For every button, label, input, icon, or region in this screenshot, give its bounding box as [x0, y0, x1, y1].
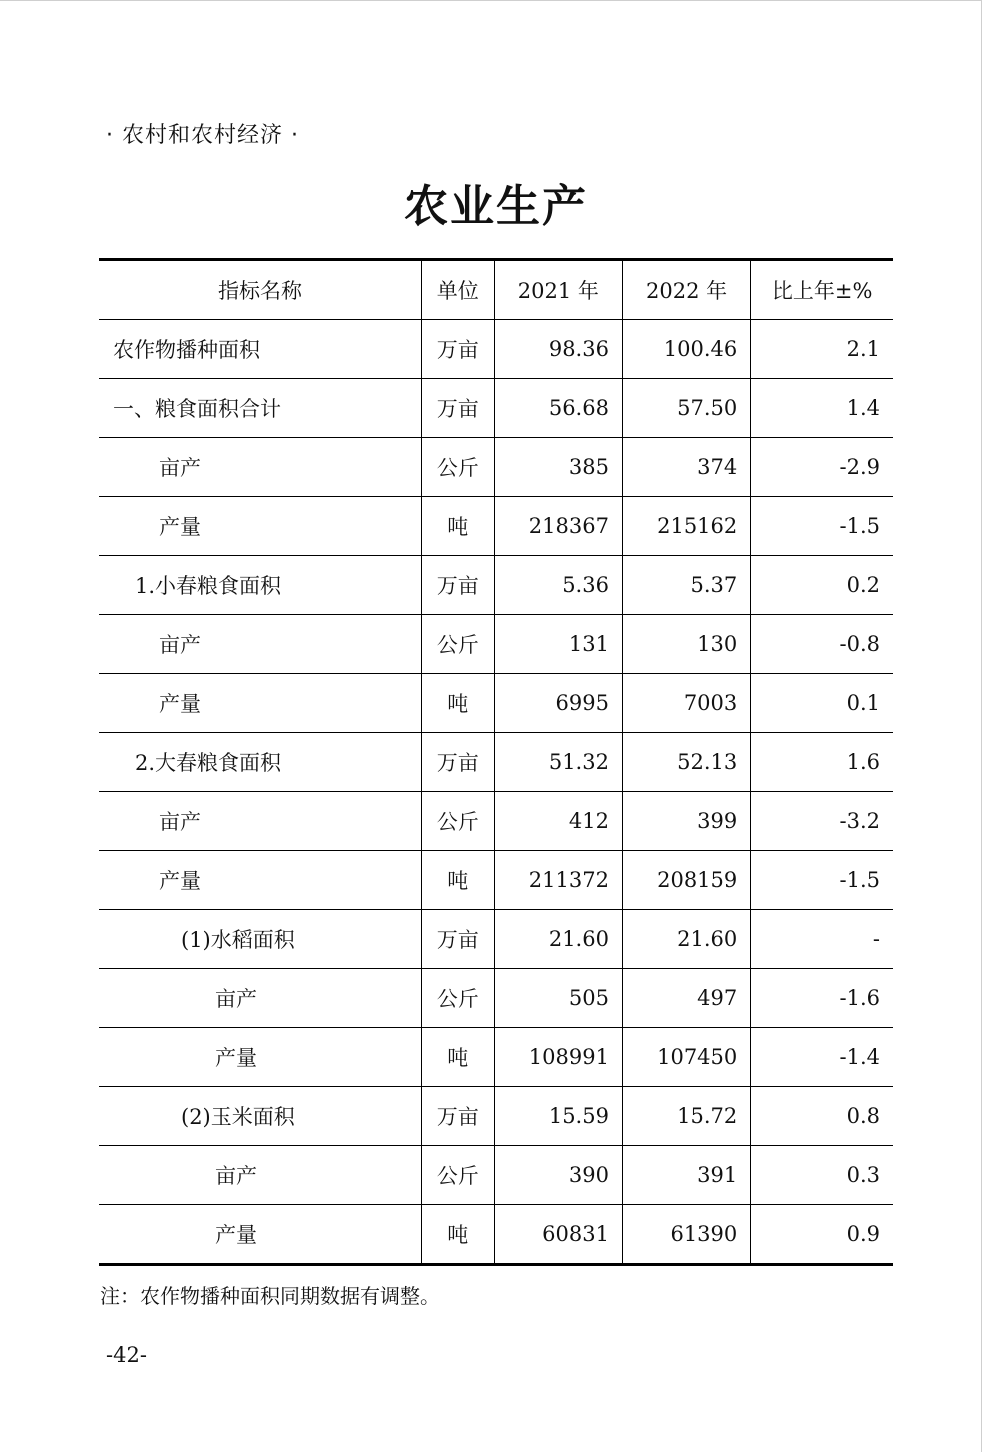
row-name: 产量 [99, 851, 421, 910]
row-name: 产量 [99, 1028, 421, 1087]
row-name: 亩产 [99, 438, 421, 497]
row-unit: 万亩 [421, 910, 494, 969]
row-value-2021: 21.60 [494, 910, 622, 969]
table-row [99, 615, 893, 674]
row-unit: 万亩 [421, 733, 494, 792]
row-value-2022: 399 [622, 792, 750, 851]
row-value-2021: 6995 [494, 674, 622, 733]
page-number: -42- [106, 1343, 147, 1367]
row-change: -1.4 [751, 1028, 893, 1087]
table-row [99, 438, 893, 497]
table-row [99, 1205, 893, 1265]
row-value-2022: 7003 [622, 674, 750, 733]
row-name: 亩产 [99, 1146, 421, 1205]
table-row [99, 851, 893, 910]
row-change: 1.6 [751, 733, 893, 792]
row-value-2021: 5.36 [494, 556, 622, 615]
row-value-2021: 98.36 [494, 320, 622, 379]
row-value-2021: 218367 [494, 497, 622, 556]
row-name: 2.大春粮食面积 [99, 733, 421, 792]
row-name: 亩产 [99, 969, 421, 1028]
row-unit: 公斤 [421, 438, 494, 497]
row-value-2022: 52.13 [622, 733, 750, 792]
header-year-2022: 2022 年 [622, 260, 750, 320]
row-unit: 公斤 [421, 1146, 494, 1205]
row-change: -2.9 [751, 438, 893, 497]
row-value-2021: 56.68 [494, 379, 622, 438]
table-row [99, 1087, 893, 1146]
row-value-2022: 5.37 [622, 556, 750, 615]
table-row [99, 379, 893, 438]
row-unit: 吨 [421, 1028, 494, 1087]
row-change: -0.8 [751, 615, 893, 674]
row-value-2021: 390 [494, 1146, 622, 1205]
row-change: 2.1 [751, 320, 893, 379]
row-name: 产量 [99, 497, 421, 556]
row-unit: 万亩 [421, 1087, 494, 1146]
row-name: (2)玉米面积 [99, 1087, 421, 1146]
row-change: 1.4 [751, 379, 893, 438]
row-name: 产量 [99, 1205, 421, 1265]
table-note: 注：农作物播种面积同期数据有调整。 [100, 1284, 440, 1308]
table-row [99, 733, 893, 792]
table-row [99, 1028, 893, 1087]
row-change: 0.9 [751, 1205, 893, 1265]
row-name: 一、粮食面积合计 [99, 379, 421, 438]
agriculture-table [99, 258, 893, 1266]
row-value-2021: 51.32 [494, 733, 622, 792]
row-unit: 吨 [421, 674, 494, 733]
table-row [99, 556, 893, 615]
row-name: 农作物播种面积 [99, 320, 421, 379]
row-value-2022: 208159 [622, 851, 750, 910]
row-value-2022: 107450 [622, 1028, 750, 1087]
row-name: (1)水稻面积 [99, 910, 421, 969]
row-value-2021: 505 [494, 969, 622, 1028]
row-unit: 万亩 [421, 320, 494, 379]
header-change-pct: 比上年±% [751, 260, 893, 320]
table-row [99, 674, 893, 733]
row-unit: 万亩 [421, 379, 494, 438]
row-unit: 吨 [421, 851, 494, 910]
table-row [99, 969, 893, 1028]
page-title: 农业生产 [404, 181, 588, 232]
row-value-2022: 497 [622, 969, 750, 1028]
row-name: 1.小春粮食面积 [99, 556, 421, 615]
row-value-2021: 211372 [494, 851, 622, 910]
row-value-2022: 100.46 [622, 320, 750, 379]
row-change: 0.8 [751, 1087, 893, 1146]
row-change: 0.1 [751, 674, 893, 733]
row-value-2022: 57.50 [622, 379, 750, 438]
row-name: 亩产 [99, 615, 421, 674]
row-unit: 公斤 [421, 792, 494, 851]
row-value-2022: 374 [622, 438, 750, 497]
table-row [99, 497, 893, 556]
row-value-2022: 391 [622, 1146, 750, 1205]
row-value-2021: 385 [494, 438, 622, 497]
row-value-2022: 15.72 [622, 1087, 750, 1146]
row-change: - [751, 910, 893, 969]
row-value-2022: 130 [622, 615, 750, 674]
table-header-row [99, 260, 893, 320]
section-label: · 农村和农村经济 · [106, 123, 299, 148]
row-unit: 公斤 [421, 615, 494, 674]
table-row [99, 910, 893, 969]
row-change: -1.6 [751, 969, 893, 1028]
row-value-2022: 21.60 [622, 910, 750, 969]
row-unit: 万亩 [421, 556, 494, 615]
row-change: 0.3 [751, 1146, 893, 1205]
header-indicator-name: 指标名称 [99, 260, 421, 320]
row-unit: 吨 [421, 497, 494, 556]
row-value-2021: 60831 [494, 1205, 622, 1265]
row-value-2021: 412 [494, 792, 622, 851]
row-value-2021: 131 [494, 615, 622, 674]
row-value-2022: 215162 [622, 497, 750, 556]
row-value-2022: 61390 [622, 1205, 750, 1265]
row-change: -1.5 [751, 497, 893, 556]
row-value-2021: 15.59 [494, 1087, 622, 1146]
row-unit: 吨 [421, 1205, 494, 1265]
table-row [99, 792, 893, 851]
row-change: -3.2 [751, 792, 893, 851]
table-row [99, 320, 893, 379]
row-value-2021: 108991 [494, 1028, 622, 1087]
row-change: -1.5 [751, 851, 893, 910]
header-unit: 单位 [421, 260, 494, 320]
table-row [99, 1146, 893, 1205]
row-unit: 公斤 [421, 969, 494, 1028]
row-change: 0.2 [751, 556, 893, 615]
row-name: 产量 [99, 674, 421, 733]
row-name: 亩产 [99, 792, 421, 851]
header-year-2021: 2021 年 [494, 260, 622, 320]
